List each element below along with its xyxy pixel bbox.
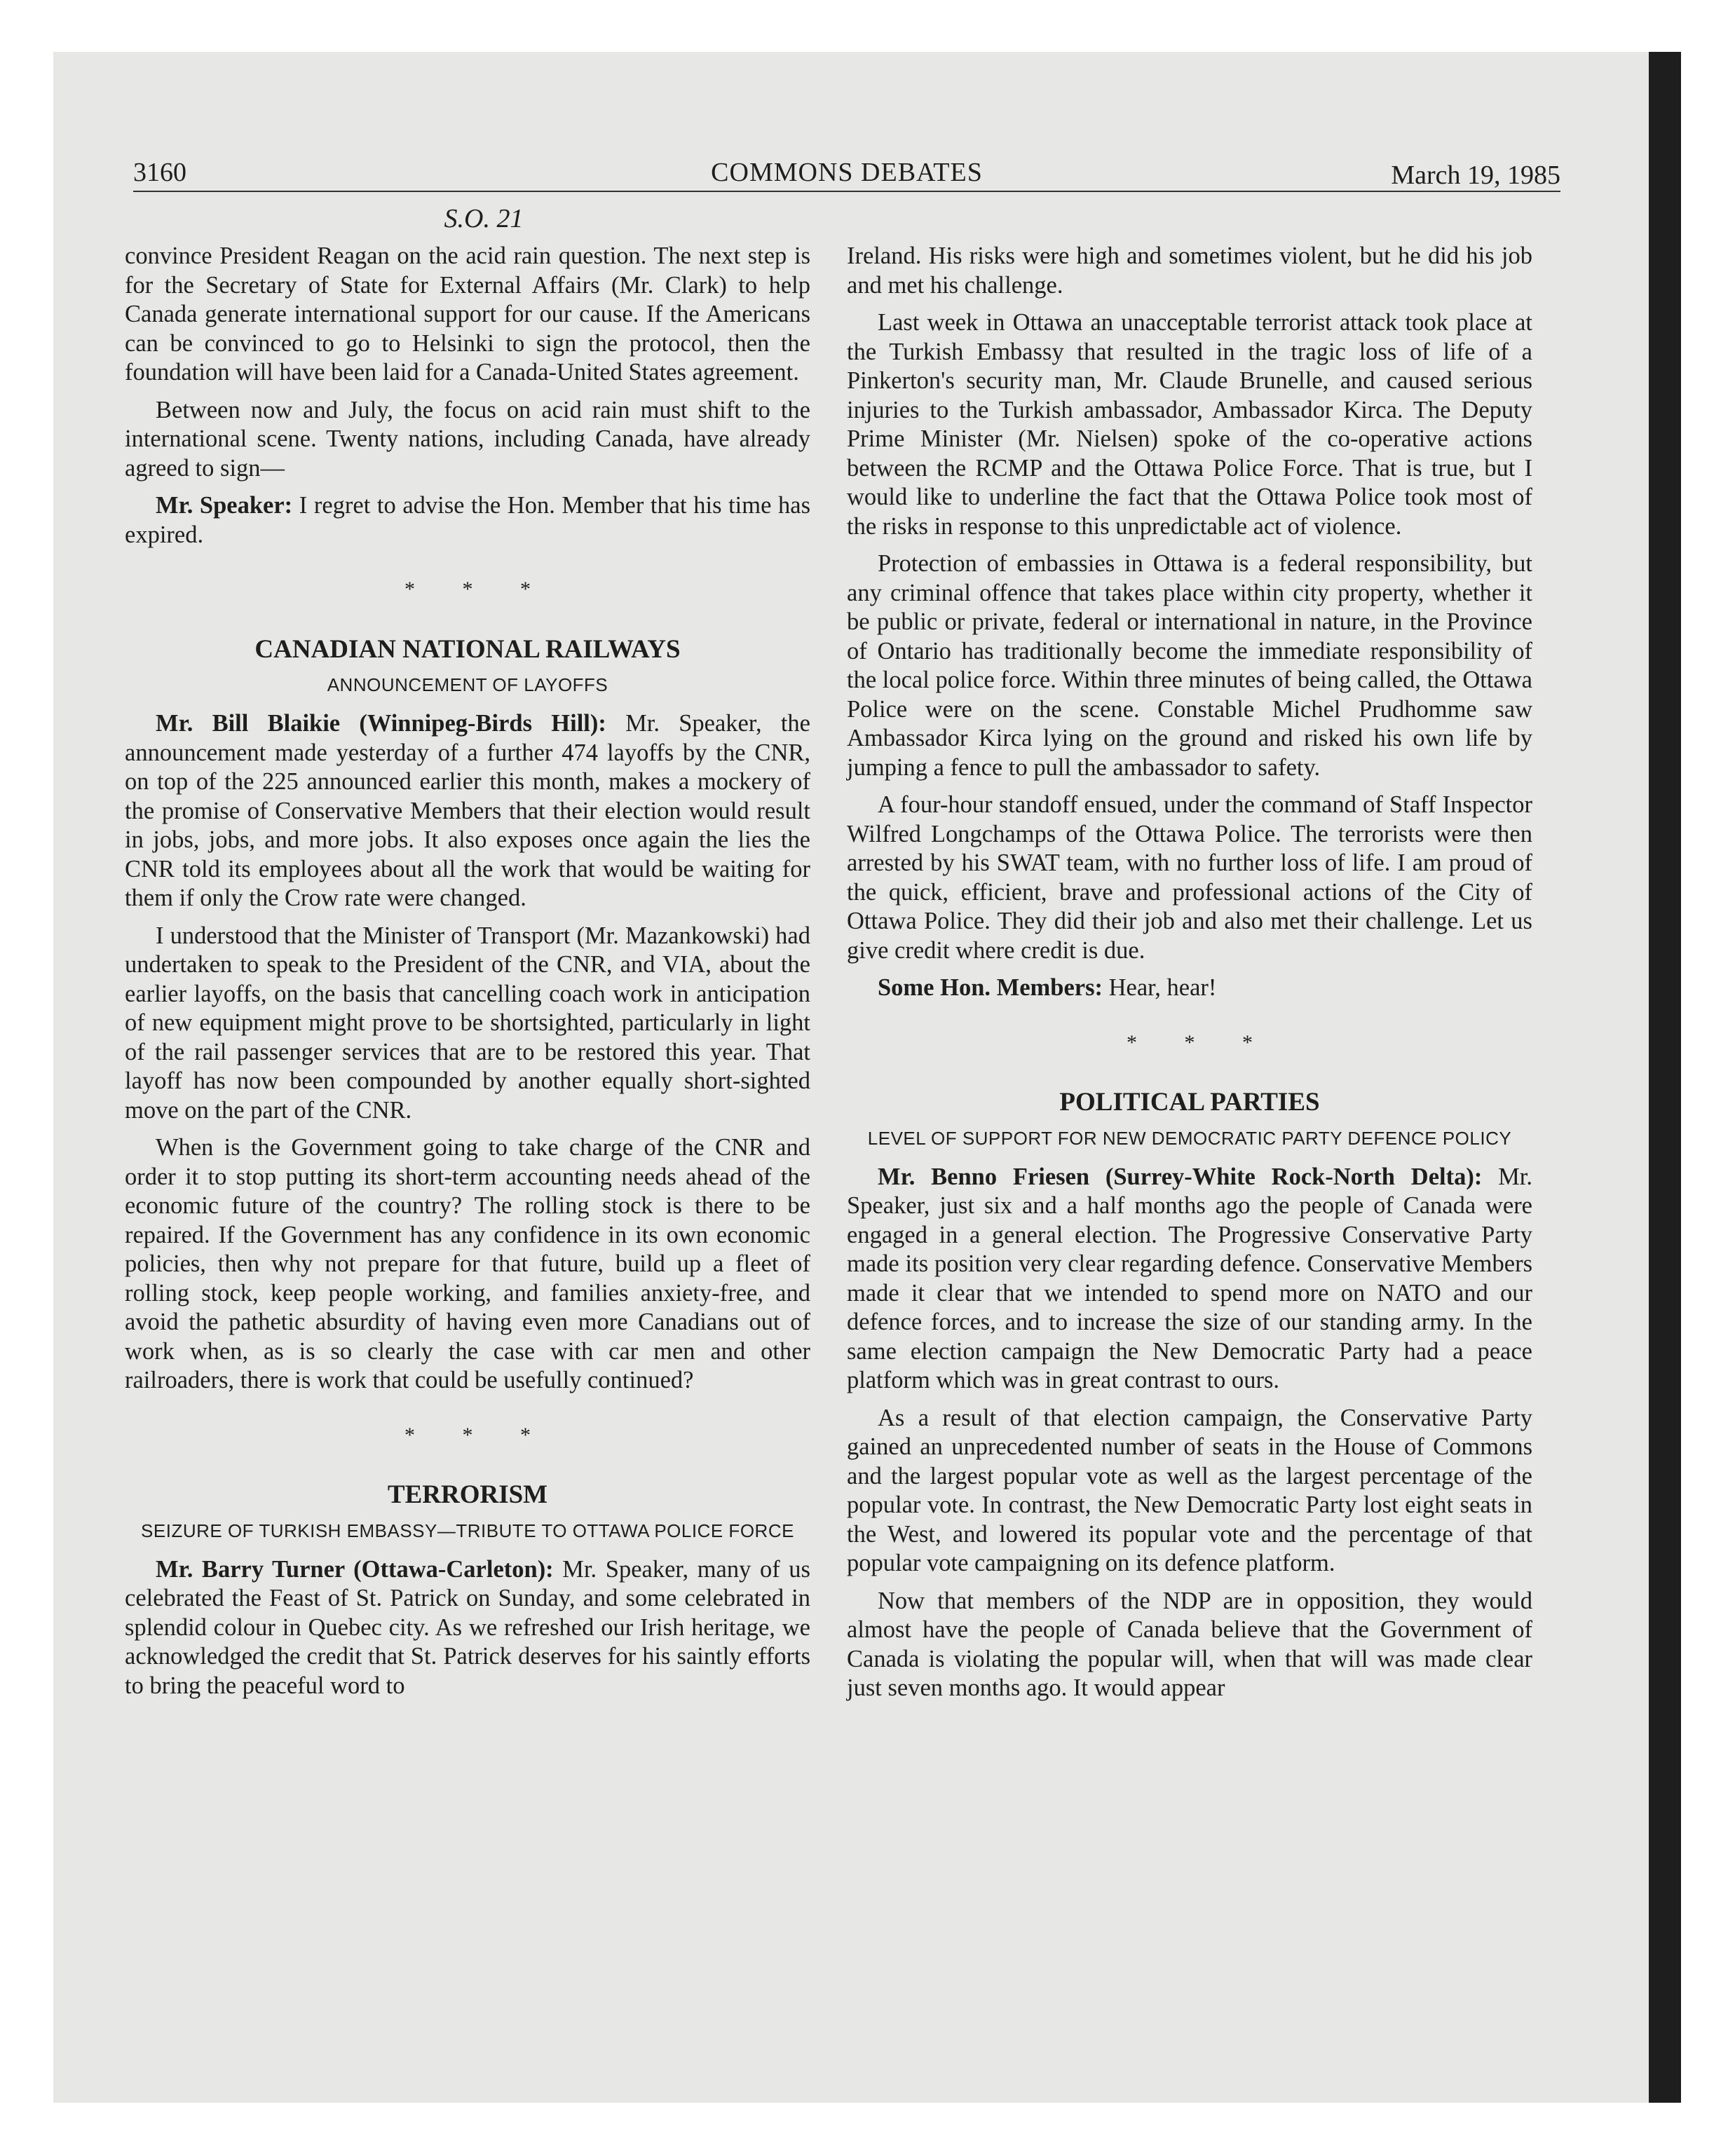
paragraph: When is the Government going to take charge of the CNR and order it to stop putting its short-term accounting needs ahead of the economic future of the country? The rolling stock is there to be repaired. If the Government has any confidence in its own economic policies, then why not prepare for that future, build up a fleet of rolling stock, keep people working, and families anxiety-free, and avoid the pathetic absurdity of having even more Canadians out of work when, as is so clearly the case with car men and other railroaders, there is work that could be usefully continued? (125, 1134, 810, 1393)
section-label: S.O. 21 (444, 204, 524, 233)
paragraph: convince President Reagan on the acid rain question. The next step is for the Secretary of State for External Affairs (Mr. Clark) to help Canada generate international support for our cause. If the Americans can be convinced to go to Helsinki to sign the protocol, then the foundation will have been laid for a Canada-United States agreement. (125, 243, 810, 386)
section-divider: * * * (404, 578, 552, 601)
speaker-name: Mr. Bill Blaikie (Winnipeg-Birds Hill): (156, 710, 606, 737)
paragraph: A four-hour standoff ensued, under the command of Staff Inspector Wilfred Longchamps of the Ottawa Police. The terrorists were then arrested by his SWAT team, with no further loss of life. I am proud of the quick, efficient, brave and professional actions of the City of Ottawa Police. They did their job and also met their challenge. Let us give credit where credit is due. (847, 791, 1532, 964)
section-subheading: ANNOUNCEMENT OF LAYOFFS (327, 674, 608, 695)
binding-edge (1649, 52, 1681, 2103)
speaker-name: Mr. Speaker: (156, 492, 293, 519)
speech-text: I regret to advise the Hon. Member that his time has expired. (125, 492, 810, 548)
issue-date: March 19, 1985 (1391, 161, 1560, 190)
paragraph: Ireland. His risks were high and sometimes violent, but he did his job and met his challenge. (847, 243, 1532, 299)
page-number: 3160 (133, 158, 186, 187)
speaker-name: Some Hon. Members: (878, 974, 1103, 1001)
section-heading: POLITICAL PARTIES (1059, 1088, 1320, 1117)
speaker-name: Mr. Barry Turner (Ottawa-Carleton): (156, 1555, 554, 1583)
section-divider: * * * (1127, 1030, 1274, 1054)
right-column (847, 242, 1532, 1712)
section-divider: * * * (404, 1423, 552, 1447)
section-heading: TERRORISM (387, 1480, 548, 1509)
paragraph: Last week in Ottawa an unacceptable terrorist attack took place at the Turkish Embassy that resulted in the tragic loss of life of a Pinkerton's security man, Mr. Claude Brunelle, and caused serious injuries to the Turkish ambassador, Ambassador Kirca. The Deputy Prime Minister (Mr. Nielsen) spoke of the co-operative actions between the RCMP and the Ottawa Police Force. That is true, but I would like to underline the fact that the Ottawa Police took most of the risks in response to this unpredictable act of violence. (847, 309, 1532, 540)
paragraph: As a result of that election campaign, the Conservative Party gained an unprecedented number of seats in the House of Commons and the largest popular vote as well as the largest percentage of the popular vote. In contrast, the New Democratic Party lost eight seats in the West, and lowered its popular vote and the percentage of that popular vote campaigning on its defence platform. (847, 1404, 1532, 1576)
section-subheading: SEIZURE OF TURKISH EMBASSY—TRIBUTE TO OTTAWA POLICE FORCE (141, 1520, 794, 1541)
speech-text: Mr. Speaker, just six and a half months ago the people of Canada were engaged in a general election. The Progressive Conservative Party made its position very clear regarding defence. Conservative Members made it clear that we intended to spend more on NATO and our defence forces, and to increase the size of our standing army. In the same election campaign the New Democratic Party had a peace platform which was in great contrast to ours. (847, 1163, 1532, 1393)
speech-text: Mr. Speaker, the announcement made yesterday of a further 474 layoffs by the CNR, on top of the 225 announced earlier this month, makes a mockery of the promise of Conservative Members that their election would result in jobs, jobs, and more jobs. It also exposes once again the lies the CNR told its employees about all the work that would be waiting for them if only the Crow rate were changed. (125, 710, 810, 911)
paragraph (125, 1555, 810, 1701)
paragraph (847, 974, 1532, 1003)
section-heading: CANADIAN NATIONAL RAILWAYS (254, 634, 681, 664)
paragraph: Now that members of the NDP are in opposition, they would almost have the people of Canada believe that the Government of Canada is violating the popular will, when that will was made clear just seven months ago. It would appear (847, 1587, 1532, 1701)
speech-text: Mr. Speaker, many of us celebrated the Feast of St. Patrick on Sunday, and some celebrated in splendid colour in Quebec city. As we refreshed our Irish heritage, we acknowledged the credit that St. Patrick deserves for his saintly efforts to bring the peaceful word to (125, 1555, 810, 1699)
speech-text: Hear, hear! (1102, 974, 1217, 1001)
paragraph: Protection of embassies in Ottawa is a federal responsibility, but any criminal offence that takes place within city property, whether it be public or private, federal or international in nature, in the Province of Ontario has traditionally become the immediate responsibility of the local police force. Within three minutes of being called, the Ottawa Police were on the scene. Constable Michel Prudhomme saw Ambassador Kirca lying on the ground and risked his own life by jumping a fence to pull the ambassador to safety. (847, 550, 1532, 781)
section-subheading: LEVEL OF SUPPORT FOR NEW DEMOCRATIC PARTY DEFENCE POLICY (867, 1127, 1512, 1149)
paragraph (125, 491, 810, 550)
paragraph: I understood that the Minister of Transport (Mr. Mazankowski) had undertaken to speak to the President of the CNR, and VIA, about the earlier layoffs, on the basis that cancelling coach work in anticipation of new equipment might prove to be shortsighted, particularly in light of the rail passenger services that are to be restored this year. That layoff has now been compounded by another equally short-sighted move on the part of the CNR. (125, 922, 810, 1124)
speaker-name: Mr. Benno Friesen (Surrey-White Rock-North Delta): (878, 1163, 1483, 1190)
paragraph (847, 1163, 1532, 1396)
paragraph (125, 709, 810, 913)
paragraph: Between now and July, the focus on acid rain must shift to the international scene. Twenty nations, including Canada, have already agreed to sign— (125, 396, 810, 482)
left-column (125, 242, 810, 1709)
running-header (133, 146, 1560, 192)
publication-title: COMMONS DEBATES (711, 158, 983, 187)
